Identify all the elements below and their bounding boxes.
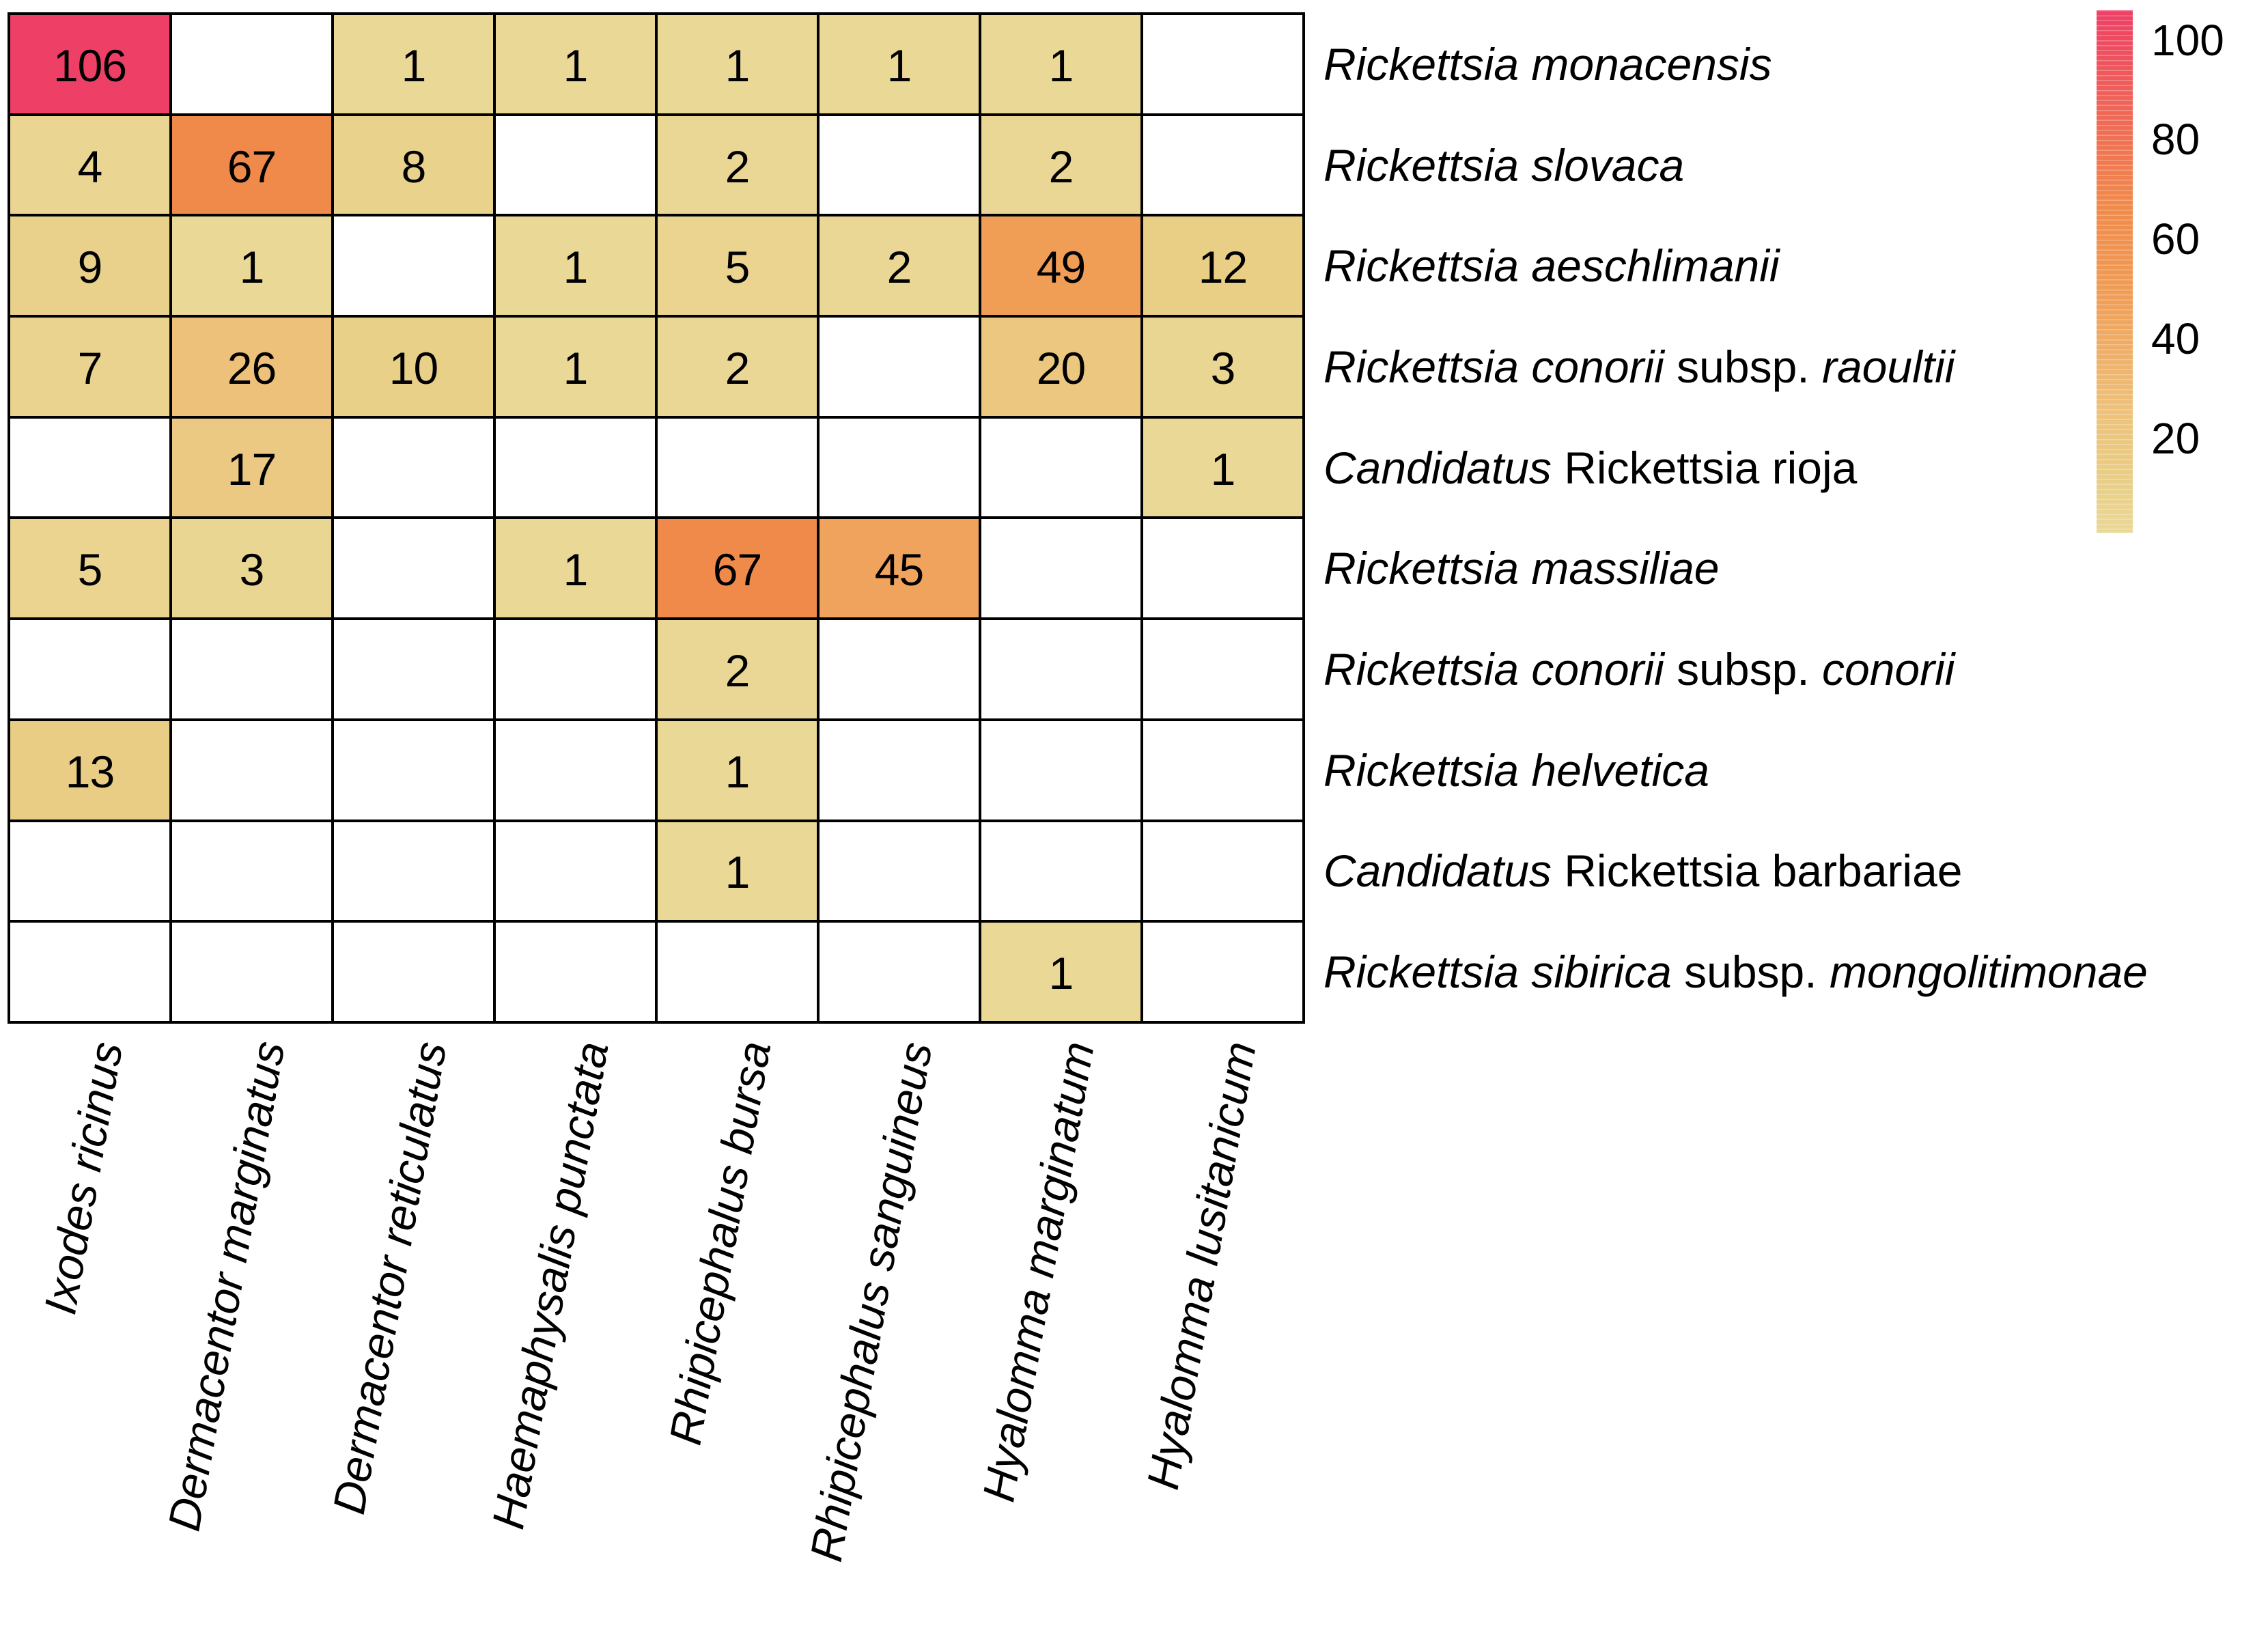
cell-value: 1 [1048,40,1074,91]
heatmap-cell [9,720,171,821]
heatmap-cell [980,215,1142,316]
heatmap-cell [818,417,980,518]
cell-value: 26 [227,342,277,393]
colorbar [2097,10,2133,533]
cell-value: 67 [227,141,277,192]
row-label-segment: Rickettsia conorii [1323,341,1664,392]
heatmap-cell [494,215,656,316]
cell-value: 3 [239,544,264,596]
heatmap-cell [9,417,171,518]
heatmap-cell [171,619,333,720]
heatmap-cell [980,316,1142,417]
row-label-segment: Rickettsia conorii [1323,644,1664,695]
heatmap-cell [171,316,333,417]
row-label-segment: Rickettsia helvetica [1323,744,1709,796]
heatmap-cell [9,215,171,316]
heatmap-cell [656,115,818,216]
row-label [1323,341,1955,392]
row-label-segment: Rickettsia rioja [1551,442,1858,493]
column-label: Dermacentor reticulatus [323,1037,456,1518]
heatmap-cell [1142,518,1304,619]
cell-value: 1 [725,847,750,898]
heatmap-cell [333,115,494,216]
row-label [1323,543,1720,594]
heatmap-cell [333,316,494,417]
heatmap-cell [656,417,818,518]
heatmap-cell [818,921,980,1022]
cell-value: 1 [725,40,750,91]
heatmap-cell [1142,215,1304,316]
cell-value: 7 [77,342,102,393]
heatmap-cell [656,215,818,316]
heatmap-cell [171,14,333,115]
cell-value: 1 [1210,443,1235,494]
colorbar-banding [2097,10,2133,533]
heatmap-cell [1142,316,1304,417]
row-label-segment: raoultii [1821,341,1955,392]
colorbar-tick-label: 100 [2151,15,2224,65]
cell-value: 3 [1210,342,1235,393]
heatmap-cell [818,316,980,417]
cell-value: 1 [239,242,264,293]
heatmap-cell [494,921,656,1022]
colorbar-tick-label: 80 [2151,115,2200,165]
cell-value: 2 [886,242,912,293]
heatmap-cell [656,316,818,417]
colorbar-tick-label: 60 [2151,214,2200,264]
heatmap-cell [171,417,333,518]
cell-value: 20 [1036,342,1086,393]
heatmap-cell [980,720,1142,821]
colorbar-tick-label: 20 [2151,413,2200,463]
heatmap-cell [818,518,980,619]
row-label-segment: mongolitimonae [1829,947,2148,998]
heatmap-cell [333,619,494,720]
cell-value: 4 [77,141,102,192]
row-label-segment: Rickettsia slovaca [1323,139,1685,191]
heatmap-cell [980,14,1142,115]
cell-value: 2 [1048,141,1074,192]
heatmap-cell [494,115,656,216]
column-label: Haemaphysalis punctata [482,1037,618,1533]
row-label [1323,240,1780,292]
heatmap-cell [818,720,980,821]
heatmap-cell [171,215,333,316]
heatmap-cell [9,316,171,417]
heatmap-cell [656,518,818,619]
row-label-segment: Rickettsia aeschlimanii [1323,240,1780,292]
cell-value: 1 [563,342,588,393]
heatmap-cell [9,619,171,720]
cell-value: 9 [77,242,102,293]
cell-value: 13 [65,746,115,797]
row-label-segment: Rickettsia monacensis [1323,38,1772,89]
heatmap-cell [818,115,980,216]
column-label: Ixodes ricinus [34,1037,132,1319]
heatmap-cell [1142,115,1304,216]
row-label [1323,947,2148,998]
heatmap-cell [9,115,171,216]
column-label: Rhipicephalus sanguineus [800,1037,942,1565]
heatmap-cell [1142,619,1304,720]
heatmap-cell [656,921,818,1022]
heatmap-cell [656,720,818,821]
heatmap-cell [333,720,494,821]
cell-value: 49 [1036,242,1086,293]
cell-value: 1 [563,242,588,293]
cell-value: 10 [389,342,438,393]
cell-value: 106 [53,40,127,91]
heatmap-cell [171,518,333,619]
heatmap-cell [494,619,656,720]
row-label-segment: Rickettsia massiliae [1323,543,1720,594]
row-label-segment: subsp. [1664,644,1822,695]
colorbar-tick-label: 40 [2151,313,2200,363]
heatmap-grid [8,12,1305,1024]
heatmap-cell [980,115,1142,216]
heatmap-cell [980,619,1142,720]
heatmap-cell [656,821,818,922]
cell-value: 2 [725,645,750,696]
cell-value: 1 [1048,948,1074,999]
row-label-segment: conorii [1821,644,1955,695]
heatmap-cell [494,720,656,821]
heatmap-cell [656,14,818,115]
heatmap-cell [494,821,656,922]
heatmap-cell [818,14,980,115]
row-label-segment: subsp. [1671,947,1830,998]
heatmap-cell [9,921,171,1022]
heatmap-cell [980,821,1142,922]
heatmap-cell [494,14,656,115]
cell-value: 1 [563,544,588,596]
heatmap-cell [494,417,656,518]
heatmap-cell [9,518,171,619]
row-label-segment: Rickettsia barbariae [1551,845,1963,897]
heatmap-cell [333,417,494,518]
heatmap-cell [171,921,333,1022]
heatmap-cell [171,720,333,821]
row-label [1323,442,1858,493]
row-label [1323,744,1709,796]
row-label [1323,38,1772,89]
heatmap-cell [1142,417,1304,518]
heatmap-cell [9,14,171,115]
cell-value: 2 [725,342,750,393]
heatmap-cell [333,215,494,316]
row-label [1323,139,1685,191]
cell-value: 1 [563,40,588,91]
heatmap-cell [656,619,818,720]
cell-value: 2 [725,141,750,192]
cell-value: 1 [886,40,912,91]
heatmap-cell [818,215,980,316]
heatmap-cell [9,821,171,922]
column-label: Dermacentor marginatus [158,1037,295,1535]
heatmap-cell [980,921,1142,1022]
cell-value: 5 [77,544,102,596]
cell-value: 5 [725,242,750,293]
heatmap-cell [333,14,494,115]
row-label-segment: Candidatus [1323,442,1552,493]
cell-value: 12 [1198,242,1248,293]
row-label-segment: subsp. [1664,341,1822,392]
heatmap-cell [818,821,980,922]
column-label: Rhipicephalus bursa [659,1037,780,1449]
cell-value: 67 [712,544,762,596]
heatmap-cell [333,921,494,1022]
row-label [1323,644,1955,695]
heatmap-cell [494,518,656,619]
column-label: Hyalomma lusitanicum [1136,1037,1265,1494]
heatmap-cell [1142,14,1304,115]
heatmap-cell [171,115,333,216]
heatmap-cell [818,619,980,720]
heatmap-cell [333,821,494,922]
heatmap-cell [980,518,1142,619]
row-label [1323,845,1963,897]
row-label-segment: Rickettsia sibirica [1323,947,1672,998]
heatmap-cell [1142,821,1304,922]
cell-value: 45 [874,544,924,596]
heatmap-cell [171,821,333,922]
heatmap-cell [980,417,1142,518]
cell-value: 8 [401,141,426,192]
cell-value: 1 [725,746,750,797]
heatmap-cell [494,316,656,417]
cell-value: 1 [401,40,426,91]
heatmap-cell [333,518,494,619]
row-label-segment: Candidatus [1323,845,1552,897]
heatmap-cell [1142,921,1304,1022]
heatmap-cell [1142,720,1304,821]
cell-value: 17 [227,443,277,494]
column-label: Hyalomma marginatum [972,1037,1104,1506]
